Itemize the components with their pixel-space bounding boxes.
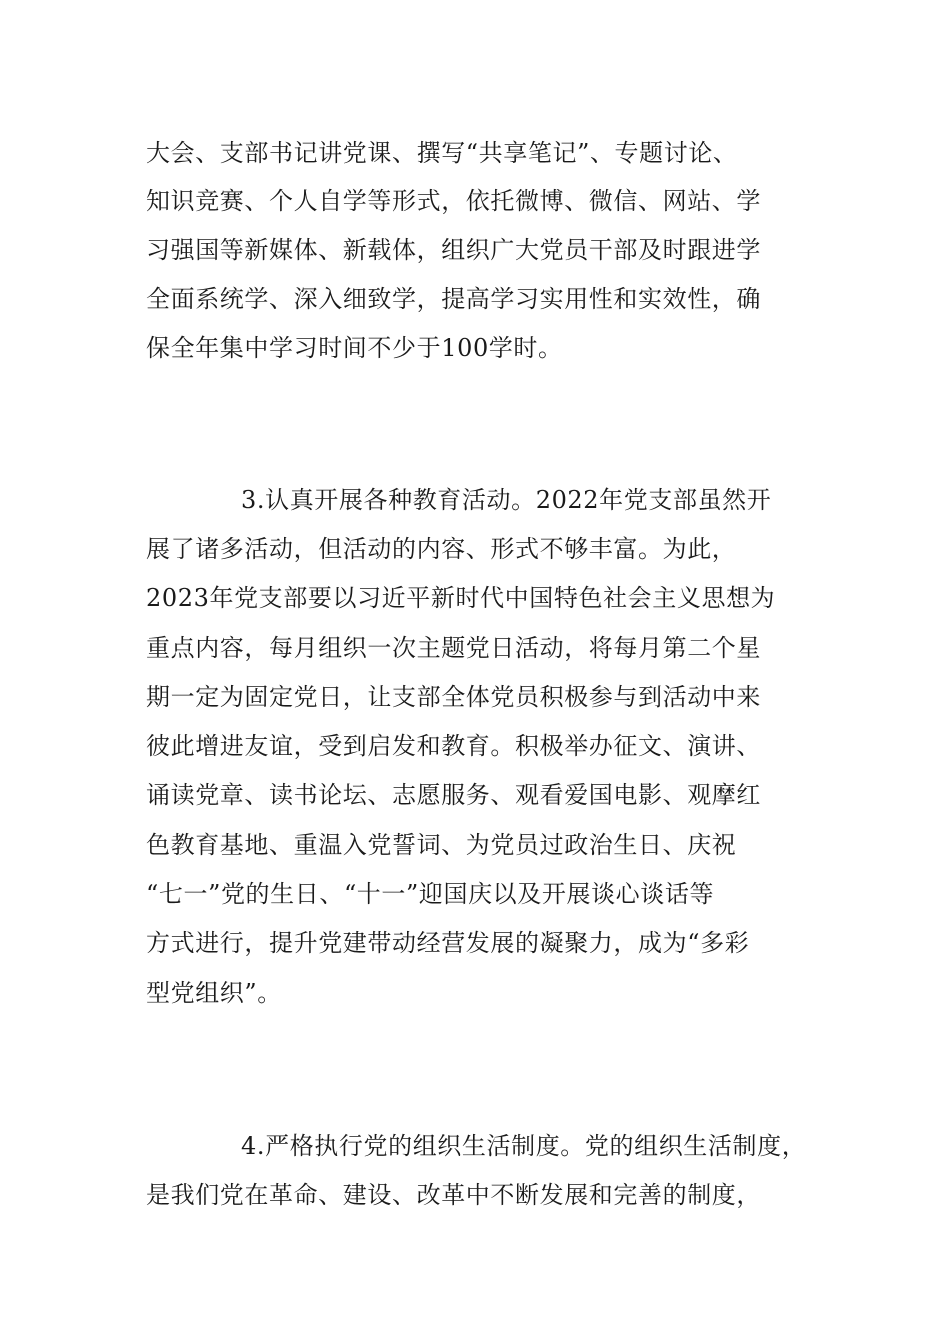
paragraph-line: 2023年党支部要以习近平新时代中国特色社会主义思想为 bbox=[146, 584, 776, 612]
paragraph-first-line: 4.严格执行党的组织生活制度。党的组织生活制度， bbox=[241, 1132, 807, 1160]
paragraph-line: 色教育基地、重温入党誓词、为党员过政治生日、庆祝 bbox=[146, 831, 737, 859]
paragraph-line: “七一”党的生日、“十一”迎国庆以及开展谈心谈话等 bbox=[146, 880, 715, 908]
paragraph-line: 方式进行，提升党建带动经营发展的凝聚力，成为“多彩 bbox=[146, 929, 750, 957]
paragraph-line: 型党组织”。 bbox=[146, 979, 282, 1007]
paragraph-line: 全面系统学、深入细致学，提高学习实用性和实效性，确 bbox=[146, 285, 761, 313]
paragraph-line: 展了诸多活动，但活动的内容、形式不够丰富。为此， bbox=[146, 535, 737, 563]
paragraph-line: 期一定为固定党日，让支部全体党员积极参与到活动中来 bbox=[146, 683, 761, 711]
paragraph-line: 诵读党章、读书论坛、志愿服务、观看爱国电影、观摩红 bbox=[146, 781, 761, 809]
paragraph-line: 是我们党在革命、建设、改革中不断发展和完善的制度， bbox=[146, 1181, 761, 1209]
paragraph-line: 习强国等新媒体、新载体，组织广大党员干部及时跟进学 bbox=[146, 236, 761, 264]
paragraph-line: 重点内容，每月组织一次主题党日活动，将每月第二个星 bbox=[146, 634, 761, 662]
paragraph-line: 保全年集中学习时间不少于100学时。 bbox=[146, 334, 563, 362]
paragraph-line: 大会、支部书记讲党课、撰写“共享笔记”、专题讨论、 bbox=[146, 139, 738, 167]
paragraph-line: 知识竞赛、个人自学等形式，依托微博、微信、网站、学 bbox=[146, 187, 761, 215]
paragraph-first-line: 3.认真开展各种教育活动。2022年党支部虽然开 bbox=[241, 486, 772, 514]
paragraph-line: 彼此增进友谊，受到启发和教育。积极举办征文、演讲、 bbox=[146, 732, 761, 760]
